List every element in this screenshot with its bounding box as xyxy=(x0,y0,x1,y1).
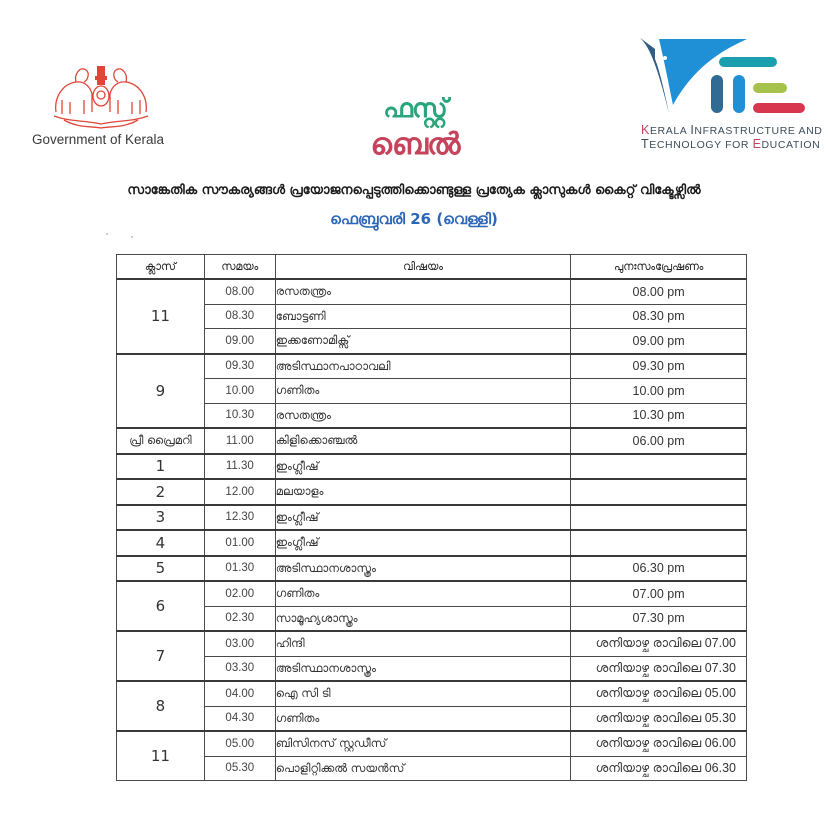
subject-cell: മലയാളം xyxy=(275,479,570,505)
column-header-time: സമയം xyxy=(204,255,275,280)
time-cell: 11.00 xyxy=(204,428,275,454)
rerun-cell: 06.30 pm xyxy=(571,556,747,582)
subject-cell: ഇംഗ്ലീഷ് xyxy=(275,454,570,480)
time-cell: 11.30 xyxy=(204,454,275,480)
government-of-kerala-label: Government of Kerala xyxy=(32,132,165,147)
table-row xyxy=(117,505,747,531)
time-cell: 02.30 xyxy=(204,606,275,631)
class-cell: 11 xyxy=(117,279,205,354)
rerun-cell: 08.00 pm xyxy=(571,279,747,304)
kerala-state-emblem-icon xyxy=(50,60,152,130)
class-cell: 11 xyxy=(117,731,205,781)
schedule-date: ഫെബ്രുവരി 26 (വെള്ളി) xyxy=(330,210,498,228)
rerun-cell: ശനിയാഴ്ച രാവിലെ 07.30 xyxy=(571,656,747,681)
rerun-cell xyxy=(571,454,747,480)
table-row xyxy=(117,606,747,631)
kite-name-line2: TECHNOLOGY FOR EDUCATION xyxy=(641,137,821,151)
subject-cell: രസതന്ത്രം xyxy=(275,279,570,304)
first-bell-logo-line1: ഫസ്റ്റ് xyxy=(383,94,447,124)
table-row xyxy=(117,530,747,556)
column-header-subject: വിഷയം xyxy=(275,255,570,280)
table-row xyxy=(117,581,747,606)
time-cell: 02.00 xyxy=(204,581,275,606)
subject-cell: അടിസ്ഥാനപാഠാവലി xyxy=(275,354,570,379)
subject-cell: അടിസ്ഥാനശാസ്ത്രം xyxy=(275,556,570,582)
first-bell-logo xyxy=(360,92,470,180)
table-row xyxy=(117,681,747,706)
subject-cell: കിളിക്കൊഞ്ചൽ xyxy=(275,428,570,454)
document-title: സാങ്കേതിക സൗകര്യങ്ങൾ പ്രയോജനപ്പെടുത്തിക്കൊണ്ടുള്ള പ്രത്യേക ക്ലാസുകൾ കൈറ്റ് വിക്ടേഴ്സിൽ xyxy=(127,183,701,198)
table-row xyxy=(117,631,747,656)
rerun-cell xyxy=(571,479,747,505)
time-cell: 05.30 xyxy=(204,756,275,781)
time-cell: 05.00 xyxy=(204,731,275,756)
time-cell: 01.00 xyxy=(204,530,275,556)
time-cell: 09.30 xyxy=(204,354,275,379)
table-row xyxy=(117,279,747,304)
class-cell: 7 xyxy=(117,631,205,681)
kite-name-line1: KERALA INFRASTRUCTURE AND xyxy=(641,123,823,137)
subject-cell: ഇംഗ്ലീഷ് xyxy=(275,530,570,556)
table-row xyxy=(117,556,747,582)
class-cell: 8 xyxy=(117,681,205,731)
kite-organization-name xyxy=(641,124,822,152)
rerun-cell: ശനിയാഴ്ച രാവിലെ 06.00 xyxy=(571,731,747,756)
rerun-cell: ശനിയാഴ്ച രാവിലെ 05.30 xyxy=(571,706,747,731)
table-row xyxy=(117,403,747,428)
rerun-cell: 10.00 pm xyxy=(571,379,747,404)
time-cell: 08.00 xyxy=(204,279,275,304)
class-cell: 4 xyxy=(117,530,205,556)
rerun-cell: 09.30 pm xyxy=(571,354,747,379)
time-cell: 10.00 xyxy=(204,379,275,404)
subject-cell: ഹിന്ദി xyxy=(275,631,570,656)
kite-logo-icon xyxy=(635,35,805,120)
class-cell: 9 xyxy=(117,354,205,429)
rerun-cell: ശനിയാഴ്ച രാവിലെ 05.00 xyxy=(571,681,747,706)
time-cell: 09.00 xyxy=(204,329,275,354)
subject-cell: അടിസ്ഥാനശാസ്ത്രം xyxy=(275,656,570,681)
scan-speck xyxy=(106,233,108,235)
table-row xyxy=(117,731,747,756)
time-cell: 08.30 xyxy=(204,304,275,329)
table-row xyxy=(117,304,747,329)
time-cell: 12.00 xyxy=(204,479,275,505)
subject-cell: ഇക്കണോമിക്സ് xyxy=(275,329,570,354)
subject-cell: രസതന്ത്രം xyxy=(275,403,570,428)
column-header-class: ക്ലാസ് xyxy=(117,255,205,280)
subject-cell: ഗണിതം xyxy=(275,581,570,606)
subject-cell: സാമൂഹ്യശാസ്ത്രം xyxy=(275,606,570,631)
scan-speck xyxy=(131,236,133,238)
column-header-rerun: പുനഃസംപ്രേഷണം xyxy=(571,255,747,280)
rerun-cell: 10.30 pm xyxy=(571,403,747,428)
table-row xyxy=(117,706,747,731)
table-row xyxy=(117,479,747,505)
subject-cell: ബോട്ടണി xyxy=(275,304,570,329)
table-row xyxy=(117,756,747,781)
rerun-cell xyxy=(571,530,747,556)
class-cell: 3 xyxy=(117,505,205,531)
class-cell: 1 xyxy=(117,454,205,480)
table-row xyxy=(117,329,747,354)
class-cell: 6 xyxy=(117,581,205,631)
class-cell: 2 xyxy=(117,479,205,505)
subject-cell: ബിസിനസ് സ്റ്റഡീസ് xyxy=(275,731,570,756)
subject-cell: ഗണിതം xyxy=(275,379,570,404)
class-cell: പ്രീ പ്രൈമറി xyxy=(117,428,205,454)
rerun-cell: 07.00 pm xyxy=(571,581,747,606)
table-row xyxy=(117,428,747,454)
time-cell: 01.30 xyxy=(204,556,275,582)
time-cell: 04.00 xyxy=(204,681,275,706)
table-row xyxy=(117,354,747,379)
time-cell: 12.30 xyxy=(204,505,275,531)
time-cell: 03.00 xyxy=(204,631,275,656)
table-row xyxy=(117,656,747,681)
rerun-cell: 08.30 pm xyxy=(571,304,747,329)
subject-cell: പൊളിറ്റിക്കൽ സയൻസ് xyxy=(275,756,570,781)
rerun-cell: ശനിയാഴ്ച രാവിലെ 06.30 xyxy=(571,756,747,781)
table-row xyxy=(117,379,747,404)
class-cell: 5 xyxy=(117,556,205,582)
rerun-cell: 09.00 pm xyxy=(571,329,747,354)
class-schedule-table xyxy=(116,254,747,781)
rerun-cell: 06.00 pm xyxy=(571,428,747,454)
table-header-row xyxy=(117,255,747,280)
rerun-cell: 07.30 pm xyxy=(571,606,747,631)
time-cell: 03.30 xyxy=(204,656,275,681)
rerun-cell: ശനിയാഴ്ച രാവിലെ 07.00 xyxy=(571,631,747,656)
subject-cell: ഇംഗ്ലീഷ് xyxy=(275,505,570,531)
time-cell: 10.30 xyxy=(204,403,275,428)
rerun-cell xyxy=(571,505,747,531)
first-bell-logo-line2: ബെൽ xyxy=(370,127,460,162)
table-row xyxy=(117,454,747,480)
subject-cell: ഗണിതം xyxy=(275,706,570,731)
time-cell: 04.30 xyxy=(204,706,275,731)
subject-cell: ഐ സി ടി xyxy=(275,681,570,706)
